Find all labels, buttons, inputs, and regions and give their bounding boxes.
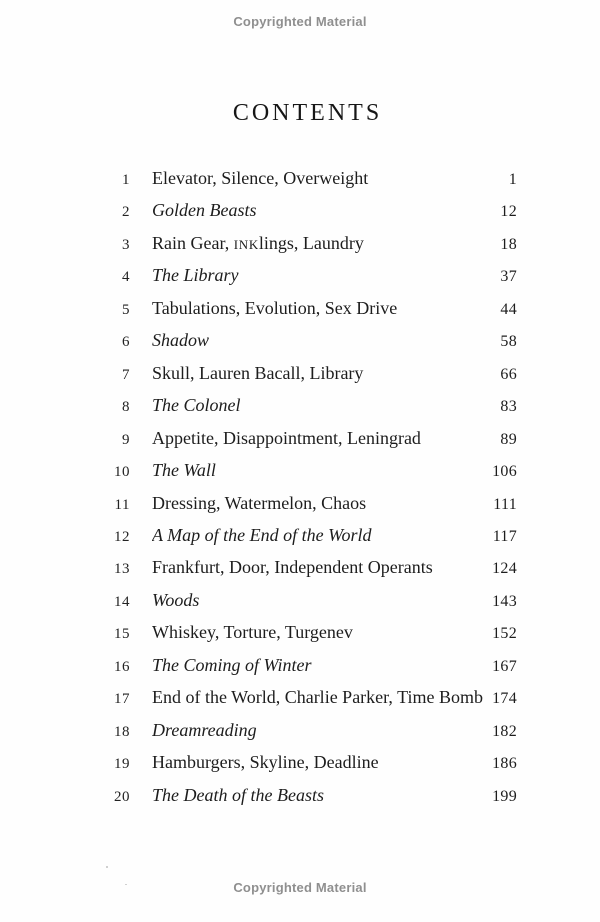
- page-number: 124: [492, 560, 517, 578]
- toc-entry: [98, 520, 517, 552]
- page-number: 117: [492, 527, 517, 545]
- chapter-title: Frankfurt, Door, Independent Operants: [152, 557, 433, 578]
- page-number: 83: [500, 398, 517, 416]
- toc-entry: [98, 455, 517, 487]
- chapter-number: 14: [114, 593, 130, 610]
- chapter-title: Golden Beasts: [152, 200, 257, 221]
- chapter-title: Woods: [152, 589, 200, 610]
- chapter-title: The Colonel: [152, 395, 241, 416]
- toc-entry: [98, 682, 517, 714]
- toc-entry: [98, 585, 517, 617]
- toc-entry: [98, 228, 517, 260]
- chapter-number: 13: [114, 561, 130, 578]
- copyright-notice-bottom: Copyrighted Material: [233, 880, 367, 895]
- page-number: 143: [492, 592, 517, 610]
- page-number: 199: [492, 787, 517, 805]
- chapter-number: 12: [114, 528, 130, 545]
- page-number: 106: [492, 463, 517, 481]
- scan-speck: [106, 866, 108, 868]
- page-number: 58: [500, 333, 517, 351]
- chapter-title: Rain Gear, INKlings, Laundry: [152, 232, 364, 253]
- toc-entry: [98, 423, 517, 455]
- chapter-title: Shadow: [152, 330, 210, 351]
- chapter-title: Whiskey, Torture, Turgenev: [152, 622, 353, 643]
- toc-entry: [98, 617, 517, 649]
- chapter-number: 2: [122, 204, 130, 221]
- page-number: 89: [500, 430, 517, 448]
- chapter-number: 7: [122, 366, 130, 383]
- chapter-number: 5: [122, 301, 130, 318]
- page-number: 44: [500, 300, 517, 318]
- chapter-number: 20: [114, 788, 130, 805]
- chapter-number: 17: [114, 691, 130, 708]
- toc-entry: [98, 390, 517, 422]
- toc-entry: [98, 195, 517, 227]
- chapter-title: The Death of the Beasts: [152, 784, 324, 805]
- page-number: 12: [500, 203, 517, 221]
- chapter-title: Elevator, Silence, Overweight: [152, 168, 369, 188]
- chapter-number: 9: [122, 431, 130, 448]
- chapter-number: 6: [122, 334, 130, 351]
- toc-entry: [98, 293, 517, 325]
- chapter-title: Skull, Lauren Bacall, Library: [152, 362, 364, 383]
- toc-entry: [98, 715, 517, 747]
- page-number: 182: [492, 722, 517, 740]
- chapter-title: Dressing, Watermelon, Chaos: [152, 492, 367, 513]
- page-number: 186: [492, 755, 517, 773]
- chapter-title: A Map of the End of the World: [152, 524, 372, 545]
- smallcaps-text: INK: [233, 236, 259, 252]
- chapter-title: The Library: [152, 265, 239, 286]
- chapter-number: 1: [122, 172, 130, 188]
- chapter-title: Hamburgers, Skyline, Deadline: [152, 752, 379, 773]
- chapter-title: The Wall: [152, 460, 216, 481]
- page-number: 174: [492, 690, 517, 708]
- chapter-number: 3: [122, 236, 130, 253]
- page-number: 18: [500, 235, 517, 253]
- page-number: 111: [493, 495, 517, 513]
- chapter-number: 8: [122, 399, 130, 416]
- page-number: 66: [500, 365, 517, 383]
- toc-entry: [98, 260, 517, 292]
- table-of-contents: [98, 163, 517, 812]
- chapter-number: 16: [114, 658, 130, 675]
- toc-entry: [98, 325, 517, 357]
- toc-entry: [98, 780, 517, 812]
- toc-entry: [98, 488, 517, 520]
- chapter-number: 11: [114, 496, 130, 513]
- chapter-title: End of the World, Charlie Parker, Time Bomb: [152, 687, 483, 708]
- copyright-notice-top: Copyrighted Material: [233, 14, 367, 29]
- toc-entry: [98, 552, 517, 584]
- chapter-title: Tabulations, Evolution, Sex Drive: [152, 297, 398, 318]
- chapter-number: 10: [114, 464, 130, 481]
- toc-entry: [98, 163, 517, 195]
- chapter-number: 18: [114, 723, 130, 740]
- chapter-title: Dreamreading: [152, 719, 257, 740]
- chapter-title: Appetite, Disappointment, Leningrad: [152, 427, 421, 448]
- toc-entry: [98, 747, 517, 779]
- page-number: 1: [508, 171, 517, 188]
- page-number: 37: [500, 268, 517, 286]
- chapter-number: 4: [122, 269, 130, 286]
- toc-entry: [98, 650, 517, 682]
- chapter-title: The Coming of Winter: [152, 654, 312, 675]
- contents-title: CONTENTS: [232, 100, 383, 126]
- chapter-number: 15: [114, 626, 130, 643]
- chapter-number: 19: [114, 756, 130, 773]
- page-number: 167: [492, 657, 517, 675]
- page-number: 152: [492, 625, 517, 643]
- toc-entry: [98, 358, 517, 390]
